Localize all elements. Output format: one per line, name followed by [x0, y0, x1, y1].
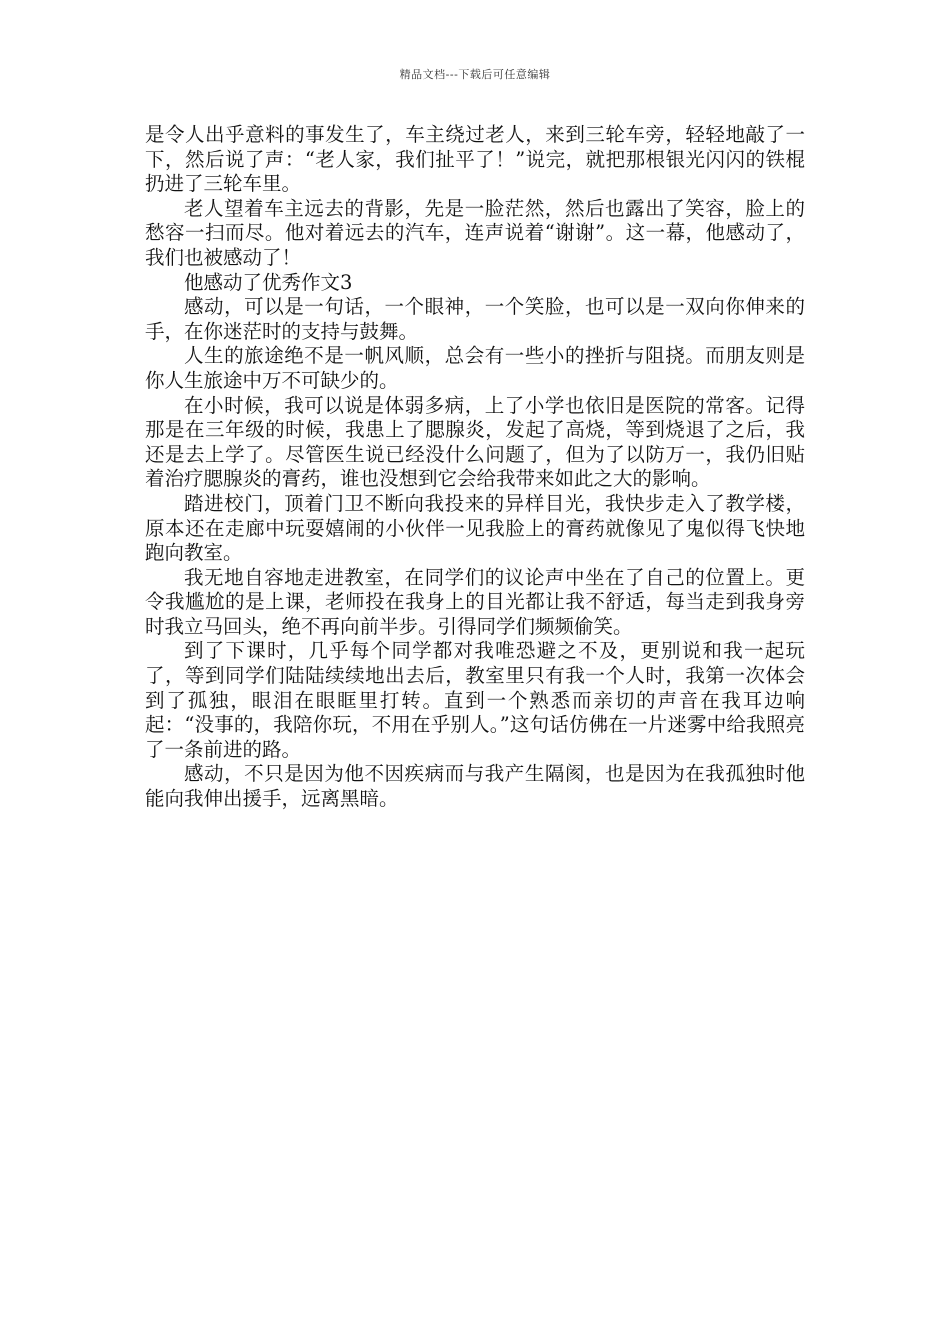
paragraph: 到了下课时，几乎每个同学都对我唯恐避之不及，更别说和我一起玩了，等到同学们陆陆续续地出去后，教室里只有我一个人时，我第一次体会到了孤独，眼泪在眼眶里打转。直到一个熟悉而亲切的声音在我耳边响起：“没事的，我陪你玩，不用在乎别人。”这句话仿佛在一片迷雾中给我照亮了一条前进的路。 [145, 639, 805, 761]
paragraph: 是令人出乎意料的事发生了，车主绕过老人，来到三轮车旁，轻轻地敲了一下，然后说了声：“老人家，我们扯平了！”说完，就把那根银光闪闪的铁棍扔进了三轮车里。 [145, 123, 805, 196]
paragraph: 感动，可以是一句话，一个眼神，一个笑脸，也可以是一双向你伸来的手，在你迷茫时的支持与鼓舞。 [145, 295, 805, 343]
paragraph: 我无地自容地走进教室，在同学们的议论声中坐在了自己的位置上。更令我尴尬的是上课，老师投在我身上的目光都让我不舒适，每当走到我身旁时我立马回头，绝不再向前半步。引得同学们频频偷笑。 [145, 565, 805, 638]
paragraph: 老人望着车主远去的背影，先是一脸茫然，然后也露出了笑容，脸上的愁容一扫而尽。他对着远去的汽车，连声说着“谢谢”。这一幕，他感动了，我们也被感动了！ [145, 196, 805, 269]
paragraph: 在小时候，我可以说是体弱多病，上了小学也依旧是医院的常客。记得那是在三年级的时候，我患上了腮腺炎，发起了高烧，等到烧退了之后，我还是去上学了。尽管医生说已经没什么问题了，但为了以防万一，我仍旧贴着治疗腮腺炎的膏药，谁也没想到它会给我带来如此之大的影响。 [145, 393, 805, 491]
essay-title: 他感动了优秀作文3 [184, 270, 353, 294]
document-body [145, 123, 805, 812]
paragraph: 踏进校门，顶着门卫不断向我投来的异样目光，我快步走入了教学楼，原本还在走廊中玩耍嬉闹的小伙伴一见我脸上的膏药就像见了鬼似得飞快地跑向教室。 [145, 491, 805, 565]
paragraph: 人生的旅途绝不是一帆风顺，总会有一些小的挫折与阻挠。而朋友则是你人生旅途中万不可缺少的。 [145, 344, 805, 392]
page-header: 精品文档---下载后可任意编辑 [399, 68, 551, 81]
paragraph: 感动，不只是因为他不因疾病而与我产生隔阂，也是因为在我孤独时他能向我伸出援手，远离黑暗。 [145, 762, 805, 811]
